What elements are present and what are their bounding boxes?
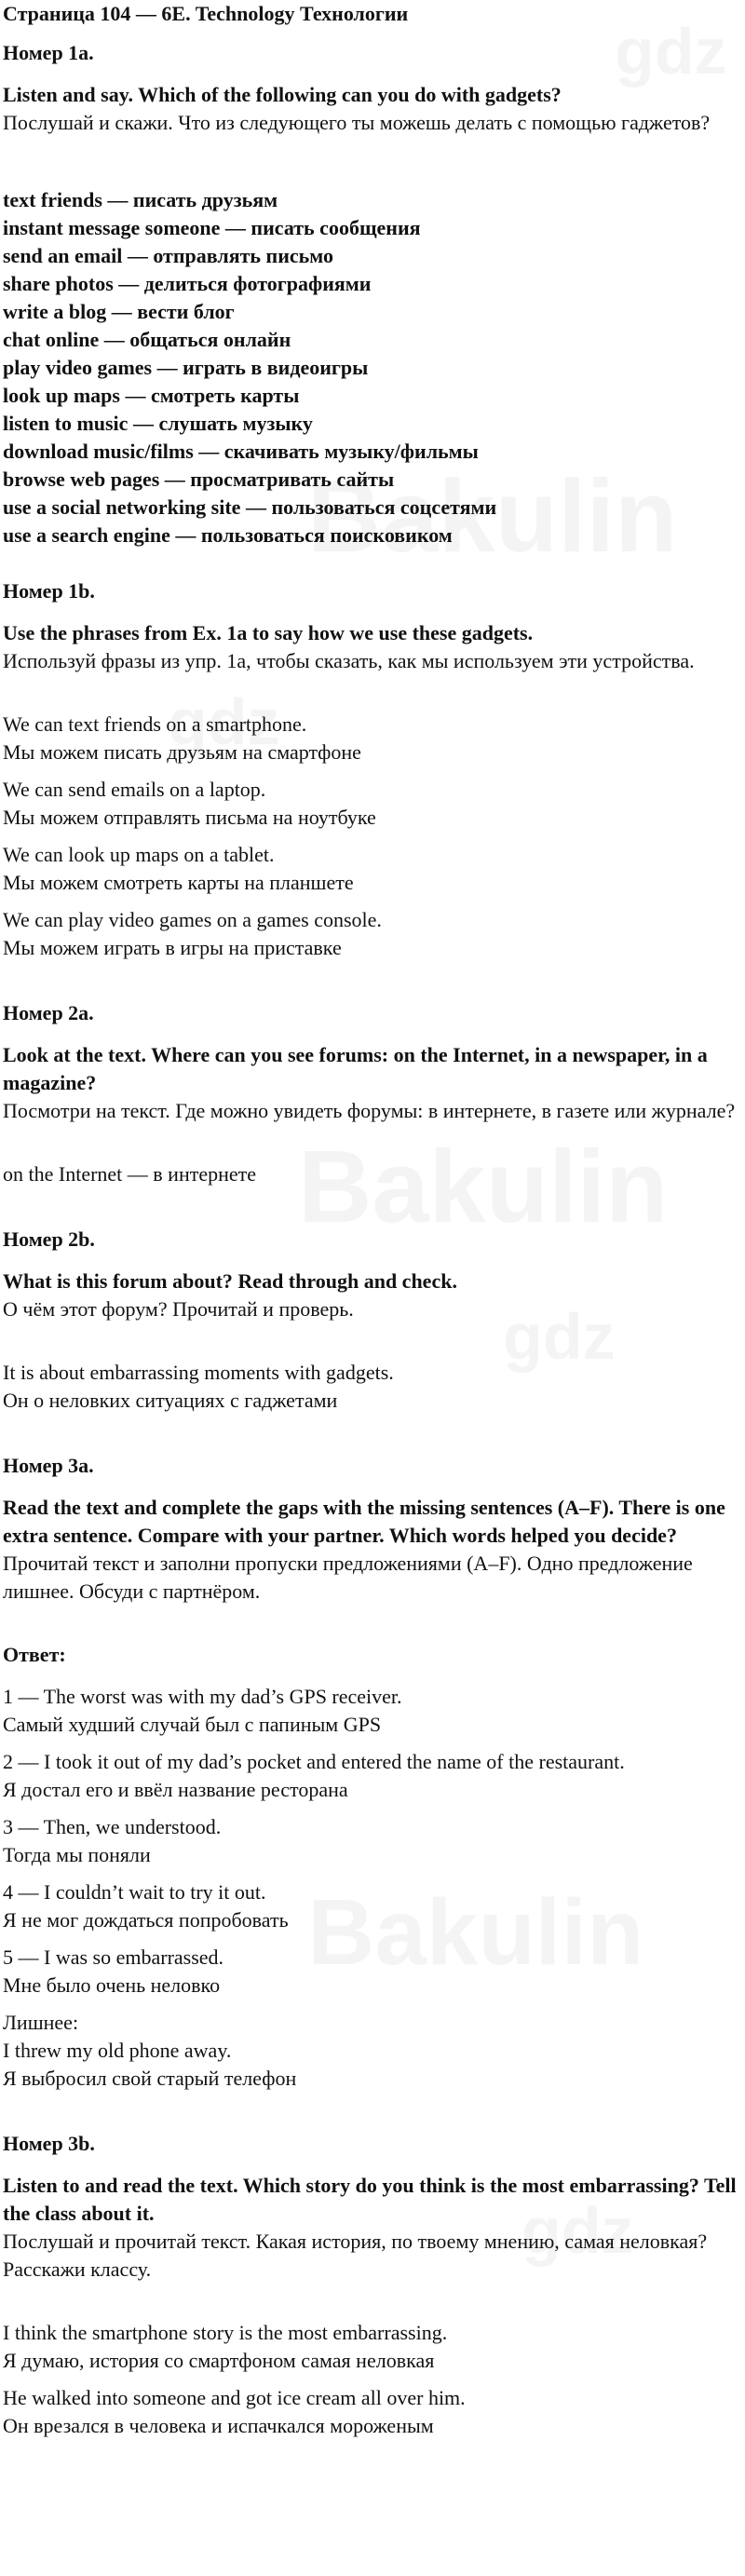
answer-pair [3, 2384, 742, 2440]
vocab-item: share photos — делиться фотографиями [3, 272, 372, 295]
answer-english: I think the smartphone story is the most embarrassing. [3, 2321, 448, 2344]
answer-pair [3, 1683, 742, 1739]
exercise-number: Номер 1b. [3, 579, 95, 603]
task-english: Listen to and read the text. Which story do you think is the most embarrassing? Tell the class about it. [3, 2174, 737, 2225]
answer-label: Ответ: [3, 1643, 66, 1666]
answer-english: 3 — Then, we understood. [3, 1815, 222, 1838]
answer-english: 2 — I took it out of my dad’s pocket and entered the name of the restaurant. [3, 1750, 625, 1773]
answer-english: We can send emails on a laptop. [3, 778, 266, 801]
answer-english: We can play video games on a games console. [3, 908, 382, 931]
exercise-number: Номер 3b. [3, 2132, 95, 2155]
answer-russian: Он о неловких ситуациях с гаджетами [3, 1389, 338, 1412]
section-3a [3, 1452, 742, 2093]
vocab-item: play video games — играть в видеоигры [3, 356, 369, 379]
task-english: What is this forum about? Read through and check. [3, 1269, 457, 1293]
answer-english: He walked into someone and got ice cream all over him. [3, 2386, 466, 2409]
answer-russian: Мы можем отправлять письма на ноутбуке [3, 806, 376, 829]
task-russian: Используй фразы из упр. 1a, чтобы сказать, как мы используем эти устройства. [3, 649, 695, 672]
exercise-task [3, 619, 742, 675]
answer-russian: Я не мог дождаться попробовать [3, 1908, 289, 1932]
answer-english: 1 — The worst was with my dad’s GPS receiver. [3, 1685, 402, 1708]
exercise-task [3, 1041, 742, 1125]
answer-russian: Мы можем играть в игры на приставке [3, 936, 342, 959]
vocab-item: text friends — писать друзьям [3, 188, 278, 211]
task-russian: Послушай и скажи. Что из следующего ты можешь делать с помощью гаджетов? [3, 111, 711, 134]
task-russian: Прочитай текст и заполни пропуски предложениями (A–F). Одно предложение лишнее. Обсуди с партнёром. [3, 1552, 693, 1603]
answer-pair [3, 1944, 742, 2000]
exercise-number: Номер 3a. [3, 1454, 94, 1477]
exercise-number: Номер 2b. [3, 1227, 95, 1251]
answer-russian: Мне было очень неловко [3, 1973, 221, 1997]
task-russian: О чём этот форум? Прочитай и проверь. [3, 1297, 354, 1321]
answer-text: on the Internet — в интернете [3, 1162, 257, 1186]
section-1b [3, 577, 742, 962]
answer-pair [3, 906, 742, 962]
exercise-number: Номер 1a. [3, 41, 94, 64]
section-3b [3, 2130, 742, 2440]
answer-russian: Мы можем писать друзьям на смартфоне [3, 740, 361, 764]
answer-english: We can text friends on a smartphone. [3, 712, 307, 736]
vocab-item: use a search engine — пользоваться поисковиком [3, 523, 453, 547]
answer-russian: Я выбросил свой старый телефон [3, 2067, 297, 2090]
answer-english: 5 — I was so embarrassed. [3, 1946, 224, 1969]
extra-sentence [3, 2009, 742, 2093]
answer-pair [3, 1359, 742, 1415]
answer-english: I threw my old phone away. [3, 2039, 232, 2062]
section-2b [3, 1226, 742, 1415]
answer-pair [3, 1813, 742, 1869]
answer-russian: Самый худший случай был с папиным GPS [3, 1713, 382, 1736]
answer-russian: Я думаю, история со смартфоном самая неловкая [3, 2349, 435, 2372]
vocab-item: write a blog — вести блог [3, 300, 235, 323]
task-russian: Послушай и прочитай текст. Какая история, по твоему мнению, самая неловкая? Расскажи классу. [3, 2230, 708, 2281]
vocab-item: look up maps — смотреть карты [3, 384, 300, 407]
task-english: Use the phrases from Ex. 1a to say how we use these gadgets. [3, 621, 534, 644]
answer-pair [3, 776, 742, 832]
answer-russian: Тогда мы поняли [3, 1843, 151, 1866]
vocab-item: send an email — отправлять письмо [3, 244, 333, 267]
section-1a [3, 39, 742, 549]
answer-pair [3, 711, 742, 766]
answer-russian: Мы можем смотреть карты на планшете [3, 871, 354, 894]
exercise-number: Номер 2a. [3, 1001, 94, 1024]
section-2a [3, 999, 742, 1188]
task-english: Look at the text. Where can you see forums: on the Internet, in a newspaper, in a magazine? [3, 1043, 708, 1094]
vocab-item: use a social networking site — пользоваться соцсетями [3, 495, 497, 519]
answer-pair [3, 2319, 742, 2375]
answer-english: It is about embarrassing moments with gadgets. [3, 1361, 394, 1384]
task-english: Read the text and complete the gaps with the missing sentences (A–F). There is one extra sentence. Compare with your partner. Which words helped you decide? [3, 1496, 725, 1547]
exercise-task [3, 1268, 742, 1323]
answer-russian: Я достал его и ввёл название ресторана [3, 1778, 348, 1801]
vocab-item: instant message someone — писать сообщения [3, 216, 421, 239]
extra-label: Лишнее: [3, 2011, 79, 2034]
task-russian: Посмотри на текст. Где можно увидеть форумы: в интернете, в газете или журнале? [3, 1099, 736, 1122]
vocab-item: listen to music — слушать музыку [3, 412, 313, 435]
exercise-task [3, 2172, 742, 2284]
exercise-task [3, 1494, 742, 1606]
answer-pair [3, 1748, 742, 1804]
task-english: Listen and say. Which of the following can you do with gadgets? [3, 83, 562, 106]
exercise-task [3, 81, 742, 137]
answer-english: We can look up maps on a tablet. [3, 843, 275, 866]
vocabulary-list [3, 186, 742, 549]
vocab-item: download music/films — скачивать музыку/фильмы [3, 440, 479, 463]
answer-russian: Он врезался в человека и испачкался мороженым [3, 2414, 434, 2437]
answer-pair [3, 841, 742, 897]
page-title: Страница 104 — 6E. Technology Технологии [3, 2, 409, 25]
vocab-item: chat online — общаться онлайн [3, 328, 291, 351]
answer-pair [3, 1878, 742, 1934]
answer-english: 4 — I couldn’t wait to try it out. [3, 1880, 266, 1904]
vocab-item: browse web pages — просматривать сайты [3, 468, 395, 491]
